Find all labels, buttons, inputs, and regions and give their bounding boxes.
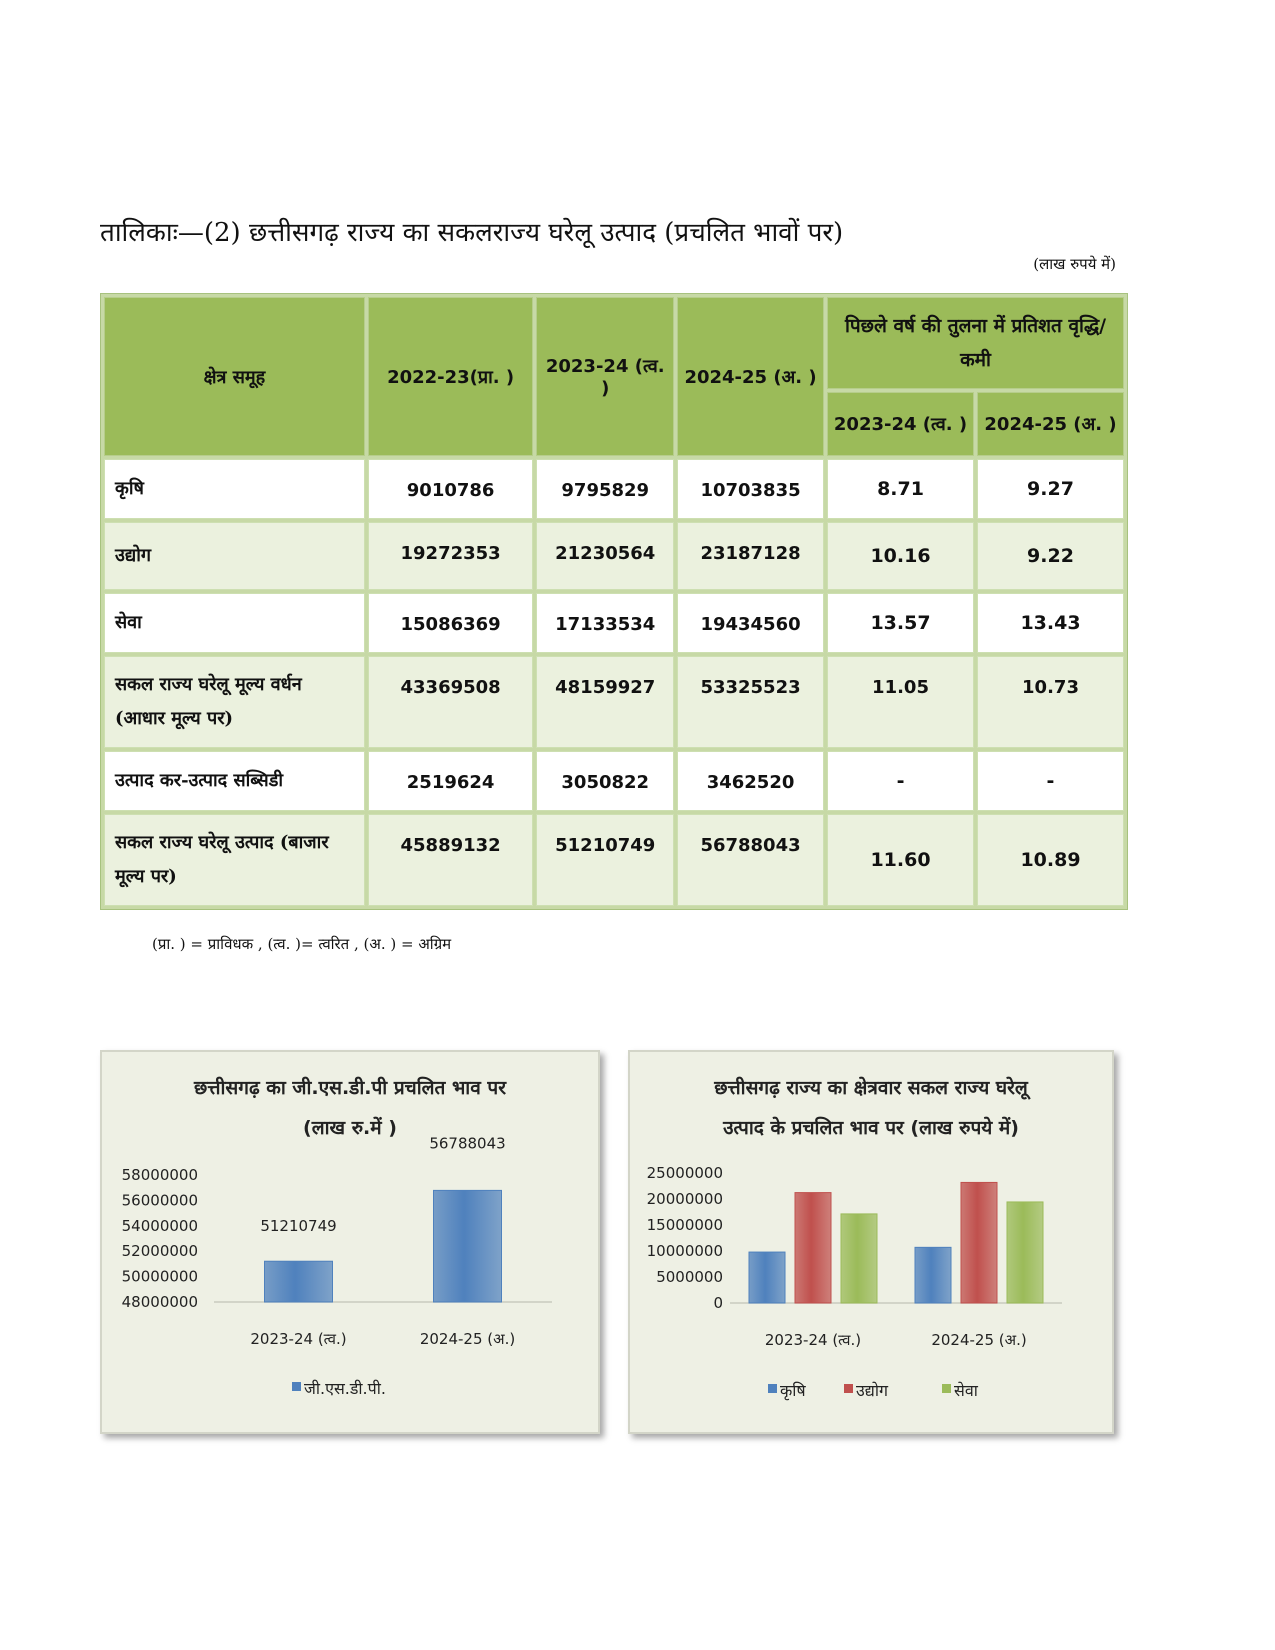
cell-percent: 9.27 [977,459,1124,519]
x-tick-label: 2024-25 (अ.) [931,1331,1027,1349]
chart-title-line: छत्तीसगढ़ राज्य का क्षेत्रवार सकल राज्य घरेलू [714,1077,1028,1099]
sector-chart-panel [628,1050,1114,1434]
cell-value: 9795829 [536,459,674,519]
cell-percent: 13.57 [827,593,974,653]
y-tick-label: 15000000 [646,1216,723,1234]
gsdp-bar-chart [102,1052,598,1432]
header-percent-change: पिछले वर्ष की तुलना में प्रतिशत वृद्धि/कमी [827,297,1124,389]
sector-bar-chart [630,1052,1112,1432]
legend-label: जी.एस.डी.पी. [304,1379,386,1398]
chart-title-line: (लाख रु.में ) [303,1117,397,1139]
bar-कृषि [749,1252,785,1303]
bar-उद्योग [961,1182,997,1303]
cell-percent: 8.71 [827,459,974,519]
data-label: 51210749 [260,1217,337,1236]
cell-percent: 10.16 [827,522,974,590]
cell-value: 15086369 [368,593,534,653]
bar-जी.एस.डी.पी. [434,1190,502,1302]
row-label: उत्पाद कर-उत्पाद सब्सिडी [104,751,365,811]
y-tick-label: 50000000 [121,1267,198,1286]
chart-title-line: उत्पाद के प्रचलित भाव पर (लाख रुपये में) [723,1117,1019,1139]
unit-note: (लाख रुपये में) [1033,255,1116,273]
header-year-2024-25: 2024-25 (अ. ) [677,297,824,456]
cell-value: 19272353 [368,522,534,590]
table-row [104,593,1124,653]
cell-percent: 10.73 [977,656,1124,748]
gsdp-chart-panel [100,1050,600,1434]
y-tick-label: 52000000 [121,1242,198,1261]
y-tick-label: 20000000 [646,1190,723,1208]
y-tick-label: 10000000 [646,1242,723,1260]
legend-swatch [942,1384,951,1393]
y-tick-label: 54000000 [121,1216,198,1235]
row-label: सकल राज्य घरेलू उत्पाद (बाजार मूल्य पर) [104,814,365,906]
cell-percent: 11.05 [827,656,974,748]
legend-label: सेवा [954,1381,978,1400]
data-label: 56788043 [429,1134,506,1153]
legend-swatch [844,1384,853,1393]
bar-कृषि [915,1247,951,1303]
x-tick-label: 2023-24 (त्व.) [764,1331,862,1349]
legend-label: कृषि [780,1381,806,1400]
cell-value: 43369508 [368,656,534,748]
cell-value: 53325523 [677,656,824,748]
cell-value: 45889132 [368,814,534,906]
cell-value: 3462520 [677,751,824,811]
cell-value: 56788043 [677,814,824,906]
table-row [104,751,1124,811]
bar-सेवा [1007,1202,1043,1303]
header-pct-2024-25: 2024-25 (अ. ) [977,392,1124,456]
cell-value: 51210749 [536,814,674,906]
x-tick-label: 2023-24 (त्व.) [250,1330,347,1348]
table-row [104,656,1124,748]
y-tick-label: 56000000 [121,1191,198,1210]
cell-percent: - [827,751,974,811]
abbreviation-note: (प्रा. ) = प्राविधक , (त्व. )= त्वरित , (अ. ) = अग्रिम [152,935,452,953]
legend-swatch [292,1382,301,1391]
bar-जी.एस.डी.पी. [265,1261,333,1302]
cell-value: 2519624 [368,751,534,811]
y-tick-label: 5000000 [656,1268,723,1286]
cell-value: 48159927 [536,656,674,748]
cell-value: 17133534 [536,593,674,653]
chart-title-line: छत्तीसगढ़ का जी.एस.डी.पी प्रचलित भाव पर [194,1077,506,1099]
bar-सेवा [841,1214,877,1303]
bar-उद्योग [795,1193,831,1303]
header-pct-2023-24: 2023-24 (त्व. ) [827,392,974,456]
table-row [104,459,1124,519]
table-row [104,814,1124,906]
gsdp-table [100,293,1128,910]
row-label: सकल राज्य घरेलू मूल्य वर्धन (आधार मूल्य पर) [104,656,365,748]
y-tick-label: 25000000 [646,1164,723,1182]
header-sector-group: क्षेत्र समूह [104,297,365,456]
cell-value: 19434560 [677,593,824,653]
y-tick-label: 58000000 [121,1166,198,1184]
legend-swatch [768,1384,777,1393]
legend-label: उद्योग [856,1381,889,1400]
cell-value: 23187128 [677,522,824,590]
cell-value: 3050822 [536,751,674,811]
header-year-2023-24: 2023-24 (त्व. ) [536,297,674,456]
cell-value: 10703835 [677,459,824,519]
page-title: तालिकाः—(2) छत्तीसगढ़ राज्य का सकलराज्य घरेलू उत्पाद (प्रचलित भावों पर) [100,218,844,248]
row-label: कृषि [104,459,365,519]
header-year-2022-23: 2022-23(प्रा. ) [368,297,534,456]
cell-value: 21230564 [536,522,674,590]
cell-percent: 10.89 [977,814,1124,906]
cell-percent: - [977,751,1124,811]
cell-percent: 9.22 [977,522,1124,590]
y-tick-label: 48000000 [121,1293,198,1311]
cell-value: 9010786 [368,459,534,519]
row-label: उद्योग [104,522,365,590]
y-tick-label: 0 [713,1294,723,1312]
row-label: सेवा [104,593,365,653]
cell-percent: 11.60 [827,814,974,906]
cell-percent: 13.43 [977,593,1124,653]
x-tick-label: 2024-25 (अ.) [419,1330,516,1348]
table-row [104,522,1124,590]
